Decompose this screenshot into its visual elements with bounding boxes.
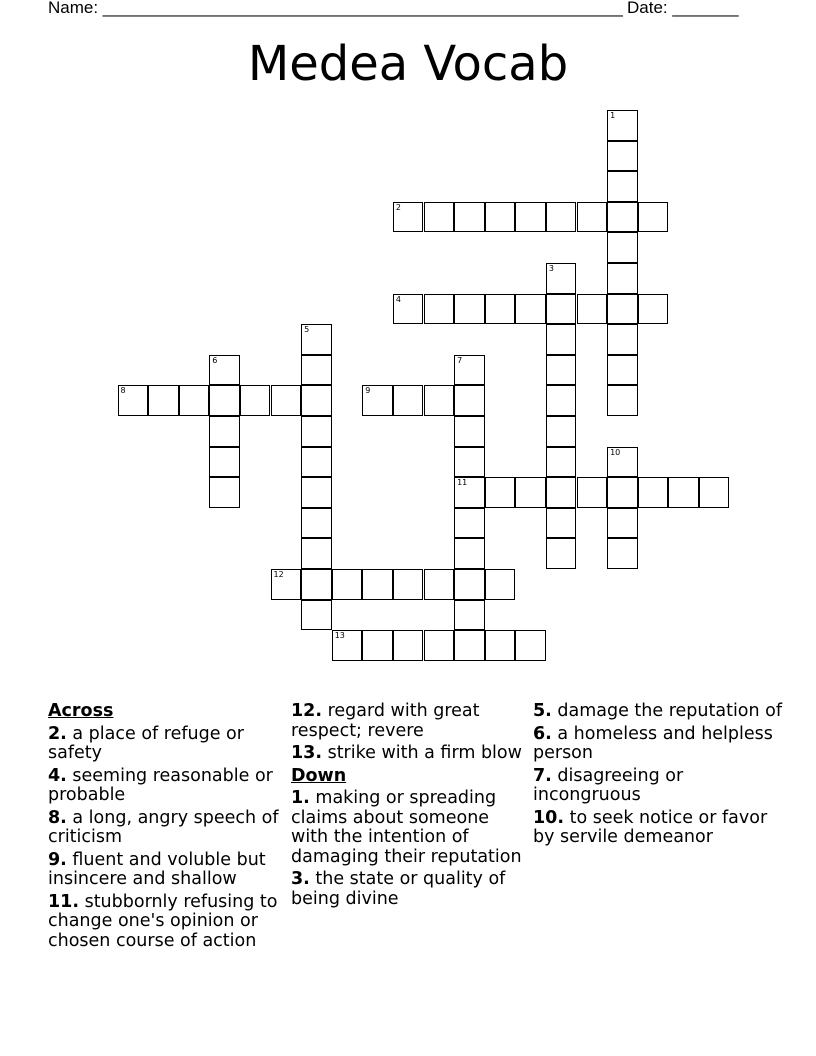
grid-cell[interactable]: [179, 385, 210, 416]
grid-cell[interactable]: [607, 477, 638, 508]
grid-cell[interactable]: [301, 508, 332, 539]
clue-item-text: regard with great respect; revere: [291, 701, 480, 741]
grid-cell[interactable]: [271, 385, 302, 416]
grid-cell[interactable]: [607, 385, 638, 416]
grid-cell[interactable]: [546, 324, 577, 355]
grid-cell[interactable]: [362, 385, 393, 416]
clue-item-number: 13.: [291, 743, 323, 763]
grid-cell[interactable]: [607, 294, 638, 325]
clue-number: 4: [395, 294, 401, 304]
grid-cell[interactable]: [393, 202, 424, 233]
clue-item-number: 4.: [48, 765, 67, 786]
grid-cell[interactable]: [393, 569, 424, 600]
clue-number: 11: [457, 478, 468, 488]
grid-cell[interactable]: [515, 294, 546, 325]
clue-number: 1: [610, 111, 616, 120]
clue-item: [48, 767, 284, 806]
grid-cell[interactable]: [118, 385, 149, 416]
clue-item: [533, 702, 793, 722]
grid-cell[interactable]: [301, 600, 332, 631]
grid-cell[interactable]: [607, 263, 638, 294]
grid-cell[interactable]: [301, 477, 332, 508]
grid-cell[interactable]: [485, 630, 516, 661]
grid-cell[interactable]: [332, 630, 363, 661]
grid-cell[interactable]: [699, 477, 730, 508]
grid-cell[interactable]: [454, 294, 485, 325]
clue-item: [291, 789, 531, 867]
grid-cell[interactable]: [424, 294, 455, 325]
clue-number: 12: [273, 570, 284, 579]
grid-cell[interactable]: [577, 294, 608, 325]
grid-cell[interactable]: [393, 294, 424, 325]
grid-cell[interactable]: [393, 630, 424, 661]
grid-cell[interactable]: [577, 477, 608, 508]
grid-cell[interactable]: [301, 324, 332, 355]
clue-item: [48, 809, 284, 848]
grid-cell[interactable]: [362, 630, 393, 661]
grid-cell[interactable]: [607, 202, 638, 233]
grid-cell[interactable]: [546, 263, 577, 294]
grid-cell[interactable]: [209, 416, 240, 447]
grid-cell[interactable]: [424, 202, 455, 233]
clue-item-text: stubbornly refusing to change one's opinion or chosen course of action: [48, 891, 278, 951]
clue-item-text: a place of refuge or safety: [48, 723, 244, 763]
clue-number: 5: [304, 325, 310, 335]
clue-item: [291, 744, 531, 764]
grid-cell[interactable]: [301, 385, 332, 416]
clue-item-number: 9.: [48, 849, 67, 870]
grid-cell[interactable]: [638, 294, 669, 325]
clue-item: [533, 767, 793, 806]
grid-cell[interactable]: [454, 202, 485, 233]
clue-item-text: strike with a firm blow: [322, 743, 522, 763]
clue-item-number: 1.: [291, 788, 310, 808]
clue-item-text: a homeless and helpless person: [533, 723, 773, 763]
grid-cell[interactable]: [424, 569, 455, 600]
clue-item-text: seeming reasonable or probable: [48, 765, 273, 805]
grid-cell[interactable]: [271, 569, 302, 600]
grid-cell[interactable]: [485, 477, 516, 508]
grid-cell[interactable]: [454, 416, 485, 447]
clue-item-number: 12.: [291, 701, 323, 721]
clue-item-number: 5.: [533, 701, 552, 721]
grid-cell[interactable]: [454, 508, 485, 539]
date-line[interactable]: Date: _______: [627, 0, 739, 17]
clues-column-3: [533, 702, 793, 851]
clue-number: 7: [457, 355, 463, 365]
grid-cell[interactable]: [546, 294, 577, 325]
grid-cell[interactable]: [607, 232, 638, 263]
grid-cell[interactable]: [301, 447, 332, 478]
clue-heading-across: Across: [48, 701, 114, 721]
grid-cell[interactable]: [546, 508, 577, 539]
clue-item-text: a long, angry speech of criticism: [48, 807, 279, 847]
clue-item: [533, 809, 793, 848]
clue-item-number: 3.: [291, 869, 310, 889]
clue-number: 9: [365, 386, 371, 396]
clue-item-text: disagreeing or incongruous: [533, 765, 684, 805]
clue-number: 3: [548, 264, 554, 273]
grid-cell[interactable]: [454, 600, 485, 631]
grid-cell[interactable]: [454, 447, 485, 478]
grid-cell[interactable]: [301, 355, 332, 386]
clue-item-number: 2.: [48, 723, 67, 744]
grid-cell[interactable]: [546, 202, 577, 233]
grid-cell[interactable]: [209, 477, 240, 508]
clues-column-1: [48, 702, 284, 954]
grid-cell[interactable]: [607, 447, 638, 478]
grid-cell[interactable]: [668, 477, 699, 508]
clue-item-text: damage the reputation of: [551, 701, 783, 721]
grid-cell[interactable]: [638, 202, 669, 233]
grid-cell[interactable]: [424, 630, 455, 661]
grid-cell[interactable]: [515, 477, 546, 508]
clue-number: 2: [395, 202, 401, 212]
grid-cell[interactable]: [148, 385, 179, 416]
grid-cell[interactable]: [301, 569, 332, 600]
grid-cell[interactable]: [240, 385, 271, 416]
grid-cell[interactable]: [577, 202, 608, 233]
clue-item: [48, 851, 284, 890]
grid-cell[interactable]: [607, 324, 638, 355]
grid-cell[interactable]: [607, 110, 638, 141]
grid-cell[interactable]: [485, 294, 516, 325]
clue-item-text: to seek notice or favor by servile demeanor: [533, 807, 768, 847]
clue-number: 10: [610, 447, 621, 457]
grid-cell[interactable]: [546, 385, 577, 416]
grid-cell[interactable]: [393, 385, 424, 416]
grid-cell[interactable]: [362, 569, 393, 600]
grid-cell[interactable]: [332, 569, 363, 600]
clue-number: 13: [334, 631, 345, 641]
grid-cell[interactable]: [454, 538, 485, 569]
grid-cell[interactable]: [546, 477, 577, 508]
clue-item-number: 11.: [48, 891, 80, 912]
clue-item: [48, 893, 284, 952]
grid-cell[interactable]: [546, 416, 577, 447]
grid-cell[interactable]: [454, 355, 485, 386]
grid-cell[interactable]: [454, 630, 485, 661]
grid-cell[interactable]: [515, 630, 546, 661]
clues-column-2: [291, 702, 531, 912]
clue-number: 6: [212, 355, 218, 365]
clue-item: [291, 870, 531, 909]
grid-cell[interactable]: [485, 202, 516, 233]
clue-item-text: the state or quality of being divine: [291, 869, 506, 909]
clue-item-number: 8.: [48, 807, 67, 828]
grid-cell[interactable]: [607, 141, 638, 172]
clue-item-number: 10.: [533, 807, 565, 828]
grid-cell[interactable]: [454, 385, 485, 416]
clue-number: 8: [120, 386, 126, 396]
grid-cell[interactable]: [301, 416, 332, 447]
grid-cell[interactable]: [454, 569, 485, 600]
grid-cell[interactable]: [546, 447, 577, 478]
grid-cell[interactable]: [546, 538, 577, 569]
grid-cell[interactable]: [546, 355, 577, 386]
clue-item: [48, 725, 284, 764]
clue-item: [533, 725, 793, 764]
grid-cell[interactable]: [607, 508, 638, 539]
grid-cell[interactable]: [607, 355, 638, 386]
grid-cell[interactable]: [424, 385, 455, 416]
clue-item-text: making or spreading claims about someone with the intention of damaging their reputation: [291, 788, 522, 867]
grid-cell[interactable]: [301, 538, 332, 569]
name-line[interactable]: Name: _______________________________________________________: [48, 0, 623, 17]
grid-cell[interactable]: [454, 477, 485, 508]
page-title: Medea Vocab: [247, 36, 569, 92]
grid-cell[interactable]: [515, 202, 546, 233]
clue-item-text: fluent and voluble but insincere and shallow: [48, 849, 266, 889]
grid-cell[interactable]: [209, 385, 240, 416]
grid-cell[interactable]: [607, 538, 638, 569]
grid-cell[interactable]: [209, 447, 240, 478]
grid-cell[interactable]: [638, 477, 669, 508]
clue-item-number: 7.: [533, 765, 552, 786]
grid-cell[interactable]: [485, 569, 516, 600]
grid-cell[interactable]: [607, 171, 638, 202]
clue-item-number: 6.: [533, 723, 552, 744]
clue-item: [291, 702, 531, 741]
clue-heading-down: Down: [291, 765, 347, 786]
grid-cell[interactable]: [209, 355, 240, 386]
